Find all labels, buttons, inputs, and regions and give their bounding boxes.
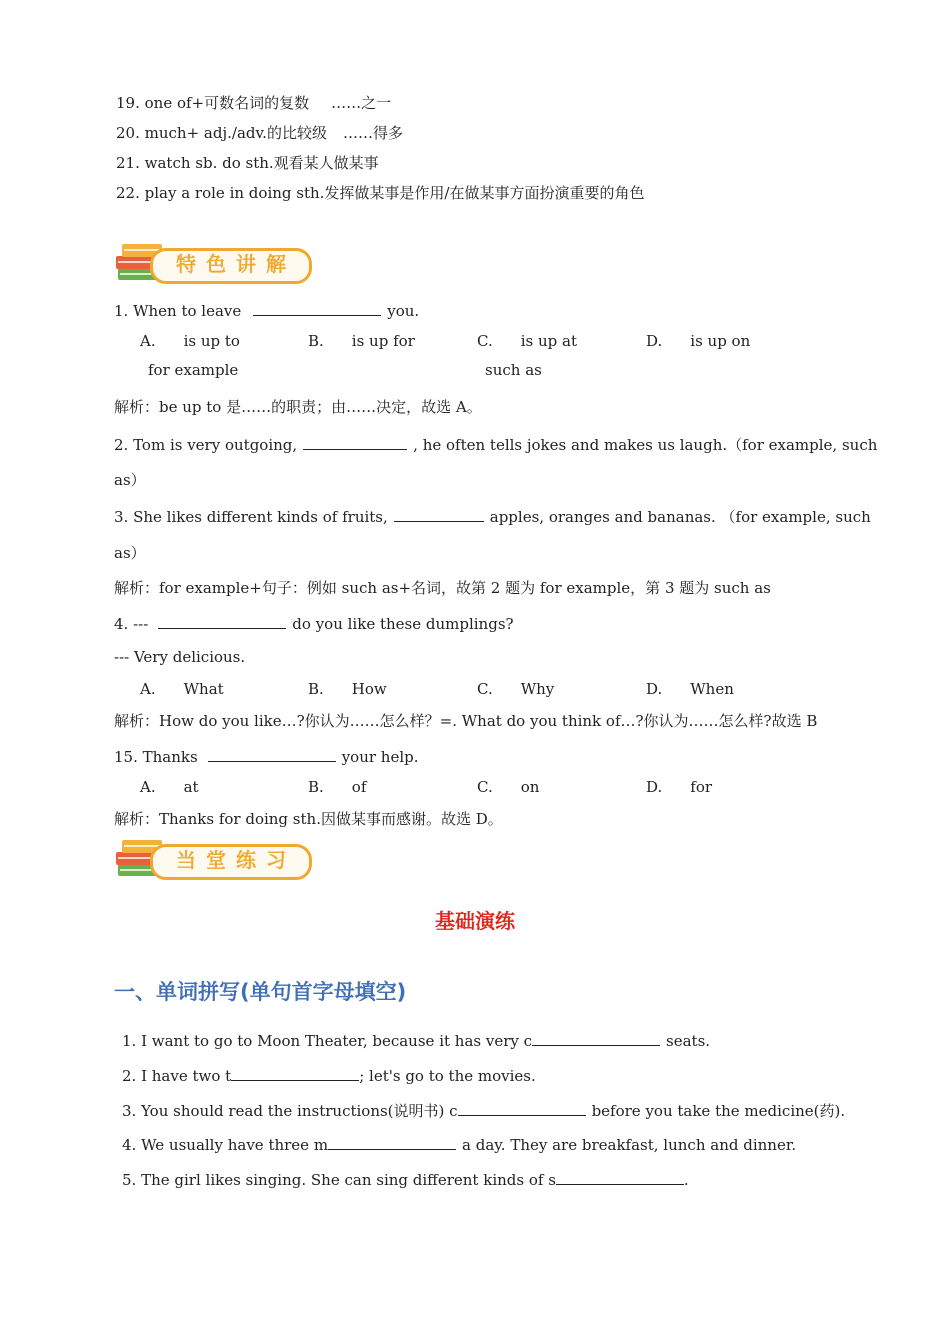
phrase-22: 22. play a role in doing sth.发挥做某事是作用/在做某事方面扮演重要的角色 bbox=[116, 184, 645, 202]
q1-option-b[interactable]: B. is up for bbox=[308, 332, 415, 350]
question-3-tail: as） bbox=[114, 544, 146, 562]
q1-option-c[interactable]: C. is up at bbox=[477, 332, 577, 350]
phrase-21: 21. watch sb. do sth.观看某人做某事 bbox=[116, 154, 379, 172]
q1-option-d[interactable]: D. is up on bbox=[646, 332, 751, 350]
phrase-19: 19. one of+可数名词的复数 ……之一 bbox=[116, 94, 392, 112]
phrase-20: 20. much+ adj./adv.的比较级 ……得多 bbox=[116, 124, 403, 142]
q15-option-c[interactable]: C. on bbox=[477, 778, 540, 796]
exercise-3: 3. You should read the instructions(说明书) c before you take the medicine(药). bbox=[122, 1099, 845, 1121]
q4-analysis: 解析：How do you like…?你认为……怎么样？=. What do you think of…?你认为……怎么样?故选 B bbox=[114, 712, 818, 730]
q1-extra-1: for example bbox=[148, 361, 239, 379]
q15-option-b[interactable]: B. of bbox=[308, 778, 367, 796]
q4-option-c[interactable]: C. Why bbox=[477, 680, 555, 698]
question-2-tail: as） bbox=[114, 471, 146, 489]
exercise-5: 5. The girl likes singing. She can sing different kinds of s . bbox=[122, 1168, 689, 1190]
question-4: 4. --- do you like these dumplings? bbox=[114, 612, 514, 634]
badge-label: 当堂练习 bbox=[176, 848, 296, 872]
question-3: 3. She likes different kinds of fruits, apples, oranges and bananas. （for example, such bbox=[114, 505, 871, 527]
practice-badge bbox=[112, 834, 312, 884]
question-15: 15. Thanks your help. bbox=[114, 745, 419, 767]
q23-analysis: 解析：for example+句子：例如 such as+名词，故第 2 题为 for example，第 3 题为 such as bbox=[114, 579, 771, 597]
q15-analysis: 解析：Thanks for doing sth.因做某事而感谢。故选 D。 bbox=[114, 810, 503, 828]
q15-option-d[interactable]: D. for bbox=[646, 778, 713, 796]
q4-option-b[interactable]: B. How bbox=[308, 680, 387, 698]
question-4-reply: --- Very delicious. bbox=[114, 648, 246, 666]
q1-analysis: 解析：be up to 是……的职责；由……决定，故选 A。 bbox=[114, 398, 482, 416]
exercise-2: 2. I have two t ; let's go to the movies. bbox=[122, 1064, 536, 1086]
q1-option-a[interactable]: A. is up to bbox=[140, 332, 240, 350]
exercise-4: 4. We usually have three m a day. They are breakfast, lunch and dinner. bbox=[122, 1133, 796, 1155]
question-1: 1. When to leave you. bbox=[114, 299, 419, 321]
badge-label: 特色讲解 bbox=[176, 252, 296, 276]
exercise-1: 1. I want to go to Moon Theater, because it has very c seats. bbox=[122, 1029, 710, 1051]
section-title: 基础演练 bbox=[435, 909, 515, 933]
q15-option-a[interactable]: A. at bbox=[140, 778, 199, 796]
part-title: 一、单词拼写(单句首字母填空) bbox=[114, 980, 407, 1004]
q4-option-a[interactable]: A. What bbox=[140, 680, 224, 698]
q4-option-d[interactable]: D. When bbox=[646, 680, 734, 698]
q1-extra-2: such as bbox=[485, 361, 542, 379]
feature-badge bbox=[112, 238, 312, 288]
question-2: 2. Tom is very outgoing, , he often tells jokes and makes us laugh.（for example, such bbox=[114, 433, 877, 455]
